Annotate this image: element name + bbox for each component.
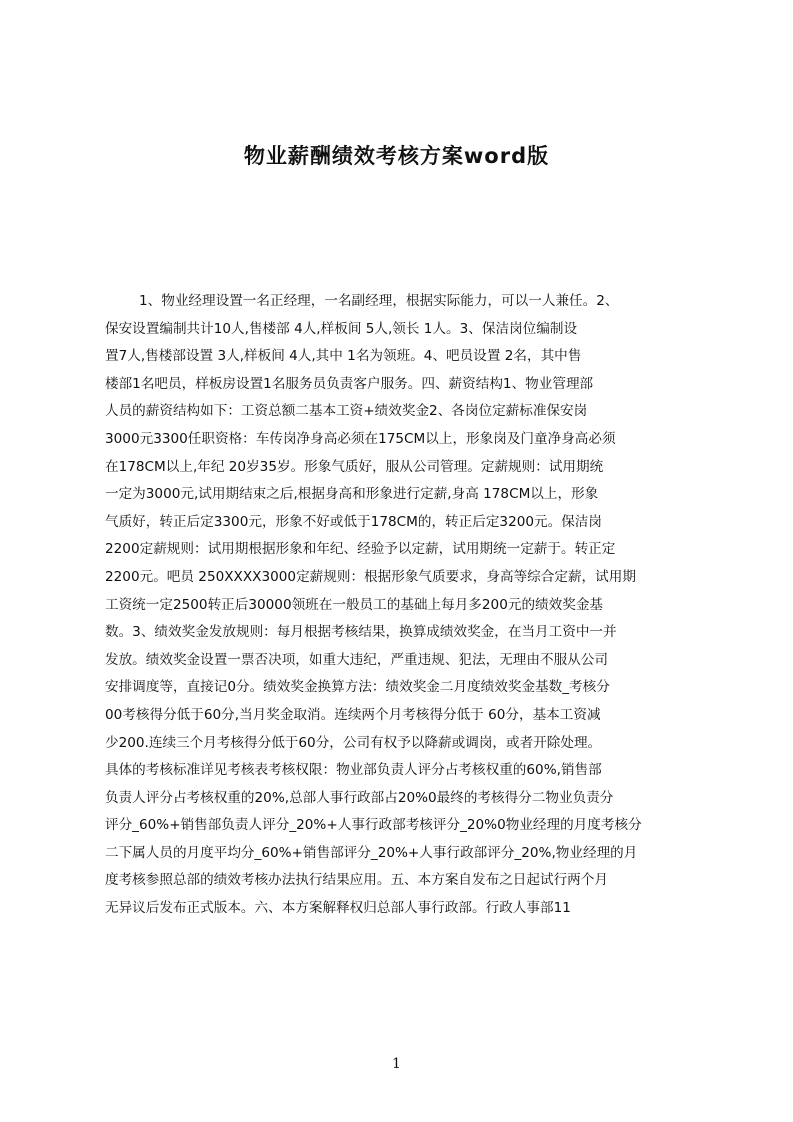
- body-line: 安排调度等，直接记0分。绩效奖金换算方法：绩效奖金二月度绩效奖金基数_考核分: [105, 679, 610, 696]
- body-line: 在178CM以上,年纪 20岁35岁。形象气质好，服从公司管理。定薪规则：试用期统: [105, 458, 604, 475]
- body-line: 无异议后发布正式版本。六、本方案解释权归总部人事行政部。行政人事部11: [105, 900, 571, 917]
- body-line: 数。3、绩效奖金发放规则：每月根据考核结果，换算成绩效奖金，在当月工资中一并: [105, 624, 617, 641]
- body-line: 负责人评分占考核权重的20%,总部人事行政部占20%0最终的考核得分二物业负责分: [105, 789, 614, 806]
- body-line: 1、物业经理设置一名正经理，一名副经理，根据实际能力，可以一人兼任。2、: [139, 293, 619, 309]
- body-line: 工资统一定2500转正后30000领班在一般员工的基础上每月多200元的绩效奖金基: [105, 596, 604, 613]
- page-number: 1: [392, 1056, 401, 1072]
- body-line: 2200定薪规则：试用期根据形象和年纪、经验予以定薪，试用期统一定薪于。转正定: [105, 541, 616, 558]
- body-line: 置7人,售楼部设置 3人,样板间 4人,其中 1名为领班。4、吧员设置 2名，其中售: [105, 348, 582, 365]
- body-line: 一定为3000元,试用期结束之后,根据身高和形象进行定薪,身高 178CM以上，形象: [105, 486, 599, 503]
- body-line: 评分_60%+销售部负责人评分_20%+人事行政部考核评分_20%0物业经理的月度考核分: [105, 817, 642, 834]
- body-line: 二下属人员的月度平均分_60%+销售部评分_20%+人事行政部评分_20%,物业经理的月: [105, 844, 638, 861]
- body-line: 保安设置编制共计10人,售楼部 4人,样板间 5人,领长 1人。3、保洁岗位编制设: [105, 320, 578, 337]
- body-line: 3000元3300任职资格：车传岗净身高必须在175CM以上，形象岗及门童净身高必须: [105, 430, 616, 447]
- body-line: 2200元。吧员 250XXXX3000定薪规则：根据形象气质要求，身高等综合定薪，试用期: [105, 568, 636, 585]
- body-line: 具体的考核标准详见考核表考核权限：物业部负责人评分占考核权重的60%,销售部: [105, 762, 602, 779]
- body-line: 气质好，转正后定3300元，形象不好或低于178CM的，转正后定3200元。保洁岗: [105, 513, 602, 530]
- body-line: 楼部1名吧员，样板房设置1名服务员负责客户服务。四、薪资结构1、物业管理部: [105, 375, 594, 392]
- body-line: 人员的薪资结构如下：工资总额二基本工资+绩效奖金2、各岗位定薪标准保安岗: [105, 403, 588, 420]
- body-line: 少200.连续三个月考核得分低于60分，公司有权予以降薪或调岗，或者开除处理。: [105, 734, 602, 751]
- body-line: 度考核参照总部的绩效考核办法执行结果应用。五、本方案自发布之日起试行两个月: [105, 872, 608, 889]
- document-body: [105, 288, 698, 923]
- body-line: 00考核得分低于60分,当月奖金取消。连续两个月考核得分低于 60分，基本工资减: [105, 706, 601, 723]
- document-title: 物业薪酬绩效考核方案word版: [243, 144, 550, 168]
- body-line: 发放。绩效奖金设置一票否决项，如重大违纪，严重违规、犯法，无理由不服从公司: [105, 651, 608, 668]
